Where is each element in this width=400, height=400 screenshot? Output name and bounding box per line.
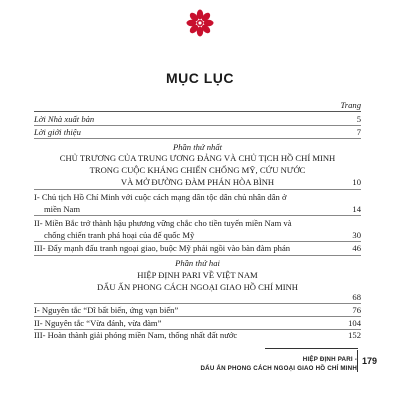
divider	[34, 316, 361, 317]
part-heading: Phần thứ hai	[175, 258, 220, 268]
toc-entry-label: II- Miền Bắc trở thành hậu phương vững chắc cho tiền tuyến miền Nam và	[34, 218, 292, 228]
toc-entry-label: Lời Nhà xuất bản	[34, 114, 95, 124]
part-title-line[interactable]: VÀ MỞ ĐƯỜNG ĐÀM PHÁN HÒA BÌNH 10	[120, 177, 361, 187]
toc-entry-page: 7	[356, 127, 361, 137]
toc-entry[interactable]	[34, 305, 361, 316]
part-title-line: TRONG CUỘC KHÁNG CHIẾN CHỐNG MỸ, CỨU NƯỚC	[89, 165, 306, 175]
toc-entry[interactable]	[34, 330, 361, 341]
toc-entry-label: I- Nguyên tắc “Dĩ bất biến, ứng vạn biến”	[34, 305, 179, 315]
divider	[34, 255, 361, 256]
toc-entry[interactable]	[34, 243, 361, 254]
page-title: MỤC LỤC	[165, 70, 235, 86]
divider	[34, 241, 361, 242]
header-divider	[34, 111, 361, 112]
divider	[34, 125, 361, 126]
toc-entry[interactable]	[34, 318, 361, 329]
toc-entry-label: III- Hoàn thành giải phóng miền Nam, thống nhất đất nước	[34, 330, 238, 340]
footer-separator	[357, 350, 358, 372]
toc-entry-continuation[interactable]: miền Nam 14	[44, 204, 361, 214]
toc-entry[interactable]	[34, 127, 361, 138]
toc-entry-page: 10	[352, 177, 361, 187]
divider	[34, 215, 361, 216]
toc-entry-continuation[interactable]: chống chiến tranh phá hoại của đế quốc Mỹ 30	[44, 230, 361, 240]
divider	[34, 303, 361, 304]
page-number: 179	[362, 356, 378, 366]
part-title-line: CHỦ TRƯƠNG CỦA TRUNG ƯƠNG ĐẢNG VÀ CHỦ TỊCH HỒ CHÍ MINH	[59, 153, 336, 163]
footer-book-title-line2: DẤU ẤN PHONG CÁCH NGOẠI GIAO HỒ CHÍ MINH	[200, 365, 357, 372]
part-title-line: HIỆP ĐỊNH PARI VỀ VIỆT NAM	[137, 270, 258, 280]
toc-entry-page: 104	[348, 318, 361, 328]
toc-entry-page: 68	[352, 292, 361, 302]
toc-entry-page: 30	[352, 230, 361, 240]
toc-entry-page: 14	[352, 204, 361, 214]
flower-ornament-icon	[185, 8, 215, 38]
footer-rule	[265, 348, 358, 349]
toc-entry-label: I- Chủ tịch Hồ Chí Minh với cuộc cách mạng dân tộc dân chủ nhân dân ở	[34, 192, 287, 202]
divider	[34, 138, 361, 139]
part-heading: Phần thứ nhất	[172, 142, 223, 152]
divider	[34, 189, 361, 190]
toc-entry-page: 5	[356, 114, 361, 124]
toc-entry[interactable]	[34, 114, 361, 125]
toc-entry-label: III- Đẩy mạnh đấu tranh ngoại giao, buộc Mỹ phải ngồi vào bàn đàm phán	[34, 243, 291, 253]
toc-entry-page: 76	[352, 305, 361, 315]
toc-entry-label: II- Nguyên tắc “Vừa đánh, vừa đàm”	[34, 318, 162, 328]
part-title-line: DẤU ẤN PHONG CÁCH NGOẠI GIAO HỒ CHÍ MINH	[97, 282, 298, 292]
footer-book-title-line1: HIỆP ĐỊNH PARI -	[302, 356, 357, 363]
toc-entry-page: 152	[348, 330, 361, 340]
toc-entry[interactable]	[34, 192, 361, 203]
toc-entry-page: 46	[352, 243, 361, 253]
toc-entry-label: Lời giới thiệu	[34, 127, 81, 137]
toc-entry[interactable]	[34, 218, 361, 229]
